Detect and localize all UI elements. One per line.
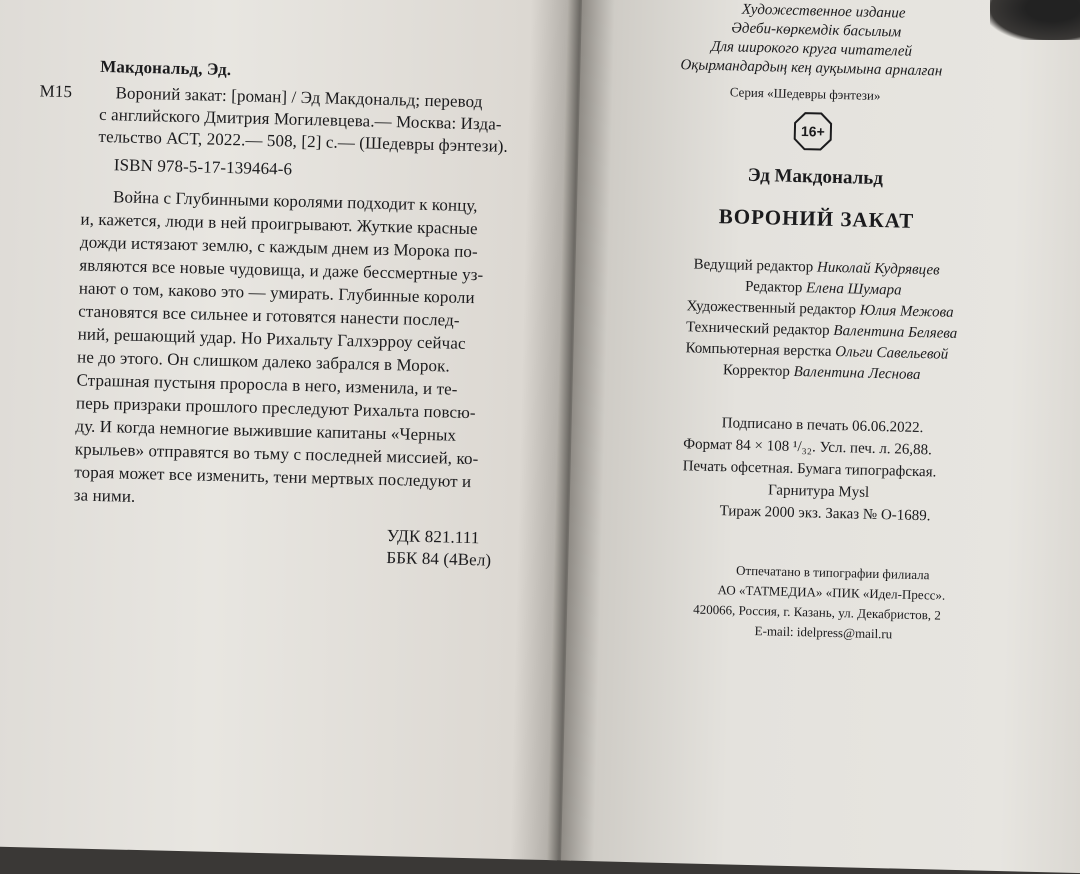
annotation-line: становятся все сильнее и готовятся нанести послед- [78,301,460,330]
print-info-line: Гарнитура Mysl [767,482,870,501]
credit-name: Юлия Межова [859,302,954,321]
bibliography-line: с английского Дмитрия Могилевцева.— Москва: Изда- [98,104,502,134]
genre-line: Әдеби-көркемдік басылым [731,20,902,41]
credit-line [693,255,940,280]
credit-name: Валентина Беляева [833,322,958,342]
printer-info-line: Отпечатано в типографии филиала [735,562,930,583]
print-info-line: Печать офсетная. Бумага типографская. [682,458,937,481]
credit-line [745,278,902,301]
credit-role: Художественный редактор [686,298,857,319]
annotation-line: нают о том, каково это — умирать. Глубинные короли [78,278,475,308]
age-rating-label: 16+ [800,123,825,140]
credit-role: Корректор [722,362,791,380]
print-info-line: Тираж 2000 экз. Заказ № О-1689. [719,503,931,525]
dark-fabric-corner [990,0,1080,40]
annotation-line: являются все новые чудовища, и даже бессмертные уз- [79,255,484,285]
annotation-line: и, кажется, люди в ней проигрывают. Жуткие красные [80,209,478,239]
author-name: Эд Макдональд [747,164,884,190]
annotation-line: дожди истязают землю, с каждым днем из Морока по- [79,232,479,262]
printer-info-line: АО «ТАТМЕДИА» «ПИК «Идел-Пресс». [717,582,946,603]
credit-role: Ведущий редактор [693,256,814,276]
annotation-line: за ними. [73,485,136,506]
bbk-code: ББК 84 (4Вел) [386,548,492,570]
print-info-line: Формат 84 × 108 ¹/₃₂. Усл. печ. л. 26,88. [683,436,933,459]
print-info-line: Подписано в печать 06.06.2022. [721,415,924,437]
annotation-line: перь призраки прошлого преследуют Рихальта повсю- [75,393,476,423]
age-rating-badge [792,111,833,152]
bibliography-line: тельство АСТ, 2022.— 508, [2] с.— (Шедевры фэнтези). [98,126,509,156]
credit-line [723,361,921,385]
credit-name: Николай Кудрявцев [816,259,940,279]
annotation-line: Страшная пустыня проросла в него, изменила, и те- [76,370,458,399]
printer-info-line: E-mail: idelpress@mail.ru [754,623,893,642]
isbn: ISBN 978-5-17-139464-6 [113,155,293,179]
annotation-line: ний, решающий удар. Но Рихальту Галхэрроу сейчас [77,324,466,353]
right-page [561,0,1080,874]
credit-role: Компьютерная верстка [685,340,832,360]
credit-name: Ольги Савельевой [835,343,949,363]
credit-name: Елена Шумара [805,280,902,299]
annotation-line: не до этого. Он слишком далеко забрался в Морок. [76,347,451,376]
credit-name: Валентина Леснова [793,363,921,384]
classmark: М15 [39,81,73,102]
genre-line: Оқырмандардың кең ауқымына арналған [680,57,943,80]
author-heading: Макдональд, Эд. [100,56,232,80]
credit-role: Редактор [744,278,803,297]
book-title: ВОРОНИЙ ЗАКАТ [718,204,915,233]
printer-info-line: 420066, Россия, г. Казань, ул. Декабристов, 2 [692,601,942,623]
annotation-line: Война с Глубинными королями подходит к концу, [112,187,478,216]
annotation-line: ду. И когда немногие выжившие капитаны «Черных [75,416,457,445]
series-name: Серия «Шедевры фэнтези» [729,84,881,103]
annotation-line: крыльев» отправятся во тьму с последней миссией, ко- [74,439,479,469]
bibliography-line: Вороний закат: [роман] / Эд Макдональд; перевод [115,83,483,112]
genre-line: Художественное издание [741,1,906,22]
annotation-line: торая может все изменить, тени мертвых последуют и [74,462,472,492]
credit-role: Технический редактор [685,319,830,339]
genre-line: Для широкого круга читателей [710,38,913,60]
udk-code: УДК 821.111 [386,526,480,548]
